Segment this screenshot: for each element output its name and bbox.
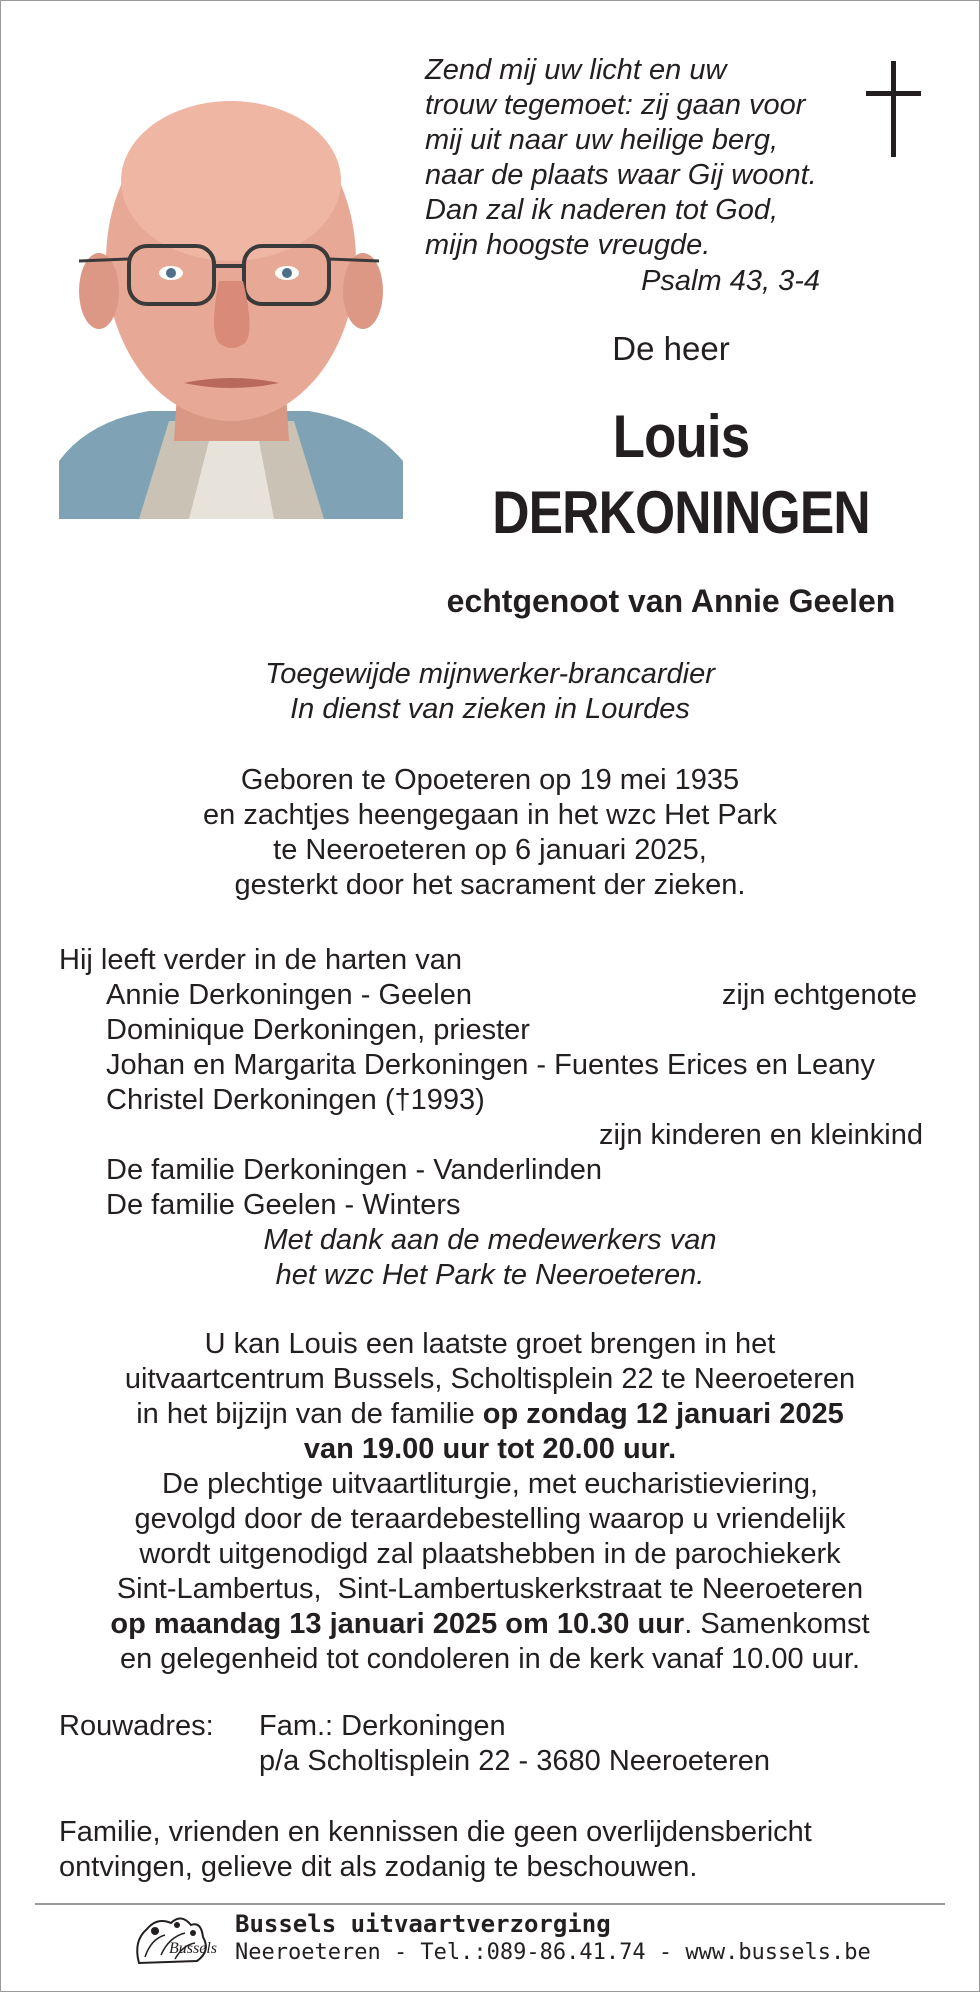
bible-verse bbox=[425, 53, 885, 263]
footer-divider bbox=[35, 1903, 945, 1905]
survivor-entry: Johan en Margarita Derkoningen - Fuentes Erices en Leany bbox=[106, 1049, 875, 1081]
firm-name: Bussels uitvaartverzorging bbox=[235, 1910, 611, 1938]
life-line: en zachtjes heengegaan in het wzc Het Park bbox=[203, 799, 777, 831]
address-label: Rouwadres: bbox=[59, 1710, 214, 1742]
logo-text: Bussels bbox=[169, 1940, 217, 1957]
survivor-entry: Christel Derkoningen (†1993) bbox=[106, 1084, 485, 1116]
verse-source: Psalm 43, 3-4 bbox=[641, 265, 820, 297]
notice-line: Familie, vrienden en kennissen die geen overlijdensbericht bbox=[59, 1816, 812, 1848]
ceremony-line bbox=[31, 1432, 949, 1467]
ceremony-line: uitvaartcentrum Bussels, Scholtisplein 22 te Neeroeteren bbox=[124, 1363, 856, 1395]
ceremony-line: en gelegenheid tot condoleren in de kerk vanaf 10.00 uur. bbox=[119, 1643, 861, 1675]
life-line: Geboren te Opoeteren op 19 mei 1935 bbox=[240, 764, 740, 796]
address-line: p/a Scholtisplein 22 - 3680 Neeroeteren bbox=[259, 1745, 771, 1777]
verse-line: trouw tegemoet: zij gaan voor bbox=[425, 89, 806, 121]
survivor-entry: De familie Geelen - Winters bbox=[106, 1189, 461, 1221]
first-name: Louis bbox=[612, 403, 750, 470]
ceremony-line: U kan Louis een laatste groet brengen in het bbox=[204, 1328, 776, 1360]
notice-line: ontvingen, gelieve dit als zodanig te beschouwen. bbox=[59, 1851, 698, 1883]
life-line: te Neeroeteren op 6 januari 2025, bbox=[273, 834, 707, 866]
last-name: DERKONINGEN bbox=[492, 479, 870, 546]
ceremony-text: . Samenkomst bbox=[684, 1608, 870, 1640]
portrait-illustration bbox=[59, 61, 403, 519]
verse-line: naar de plaats waar Gij woont. bbox=[425, 159, 817, 191]
notice bbox=[59, 1815, 812, 1885]
survivor-entry: Dominique Derkoningen, priester bbox=[106, 1014, 530, 1046]
bussels-logo bbox=[131, 1911, 221, 1971]
ceremony-text: in het bijzijn van de familie bbox=[136, 1398, 483, 1430]
ceremony-line bbox=[31, 1607, 949, 1642]
thanks-line: het wzc Het Park te Neeroeteren. bbox=[275, 1259, 705, 1291]
ceremony-line: wordt uitgenodigd zal plaatshebben in de parochiekerk bbox=[139, 1538, 841, 1570]
visitation-time: van 19.00 uur tot 20.00 uur. bbox=[303, 1433, 677, 1465]
verse-line: mij uit naar uw heilige berg, bbox=[425, 124, 779, 156]
thanks-line: Met dank aan de medewerkers van bbox=[263, 1224, 717, 1256]
survivor-entry: De familie Derkoningen - Vanderlinden bbox=[106, 1154, 602, 1186]
ceremony-line: De plechtige uitvaartliturgie, met eucharistieviering, bbox=[161, 1468, 819, 1500]
visitation-date: op zondag 12 januari 2025 bbox=[482, 1398, 844, 1430]
verse-line: Dan zal ik naderen tot God, bbox=[425, 194, 779, 226]
ceremony-line: Sint-Lambertus, Sint-Lambertuskerkstraat te Neeroeteren bbox=[116, 1573, 864, 1605]
verse-line: mijn hoogste vreugde. bbox=[425, 229, 711, 261]
survivor-entry: Annie Derkoningen - Geelen bbox=[106, 979, 472, 1011]
thanks bbox=[31, 1223, 949, 1293]
cross-icon bbox=[864, 59, 924, 159]
survivor-role: zijn kinderen en kleinkind bbox=[598, 1119, 923, 1151]
life-line: gesterkt door het sacrament der zieken. bbox=[234, 869, 746, 901]
firm-contact: Neeroeteren - Tel.:089-86.41.74 - www.bussels.be bbox=[235, 1940, 871, 1965]
ceremony-details bbox=[31, 1327, 949, 1677]
spouse-line: echtgenoot van Annie Geelen bbox=[446, 583, 896, 619]
honorific: De heer bbox=[612, 330, 730, 367]
ceremony-line bbox=[31, 1397, 949, 1432]
portrait-photo bbox=[59, 61, 403, 519]
life-details bbox=[31, 763, 949, 903]
dedication-line: Toegewijde mijnwerker-brancardier bbox=[265, 658, 715, 690]
dedication bbox=[31, 657, 949, 727]
survivor-role: zijn echtgenote bbox=[721, 979, 917, 1011]
survivors-intro: Hij leeft verder in de harten van bbox=[59, 944, 462, 976]
verse-line: Zend mij uw licht en uw bbox=[425, 54, 727, 86]
funeral-datetime: op maandag 13 januari 2025 om 10.30 uur bbox=[110, 1608, 685, 1640]
address-line: Fam.: Derkoningen bbox=[259, 1710, 506, 1742]
ceremony-line: gevolgd door de teraardebestelling waarop u vriendelijk bbox=[134, 1503, 846, 1535]
dedication-line: In dienst van zieken in Lourdes bbox=[290, 693, 690, 725]
